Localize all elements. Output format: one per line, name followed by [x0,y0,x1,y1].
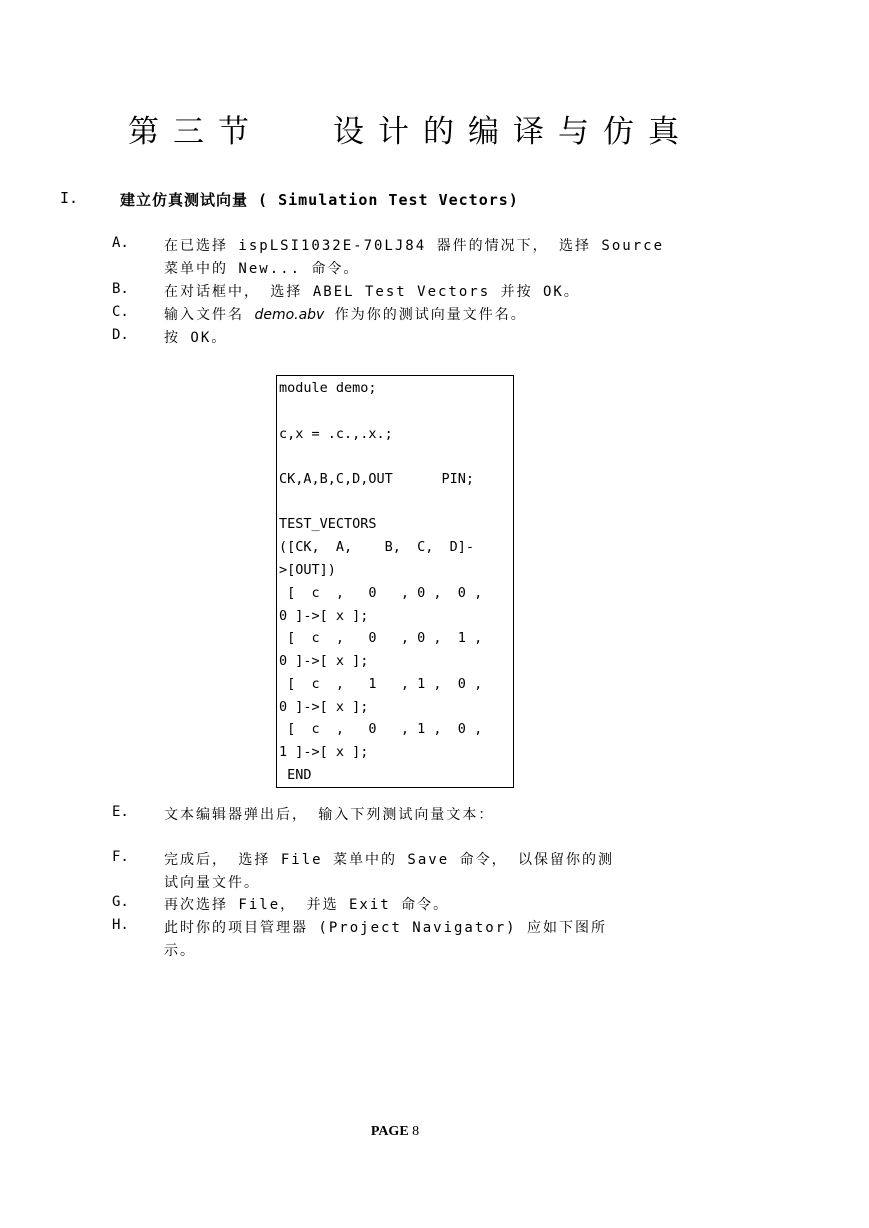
step-f-mark: F. [112,849,129,865]
step-h-mark: H. [112,917,129,933]
section-number: I. [60,189,79,207]
step-h-text-line1: 此时你的项目管理器 (Project Navigator) 应如下图所 [164,920,608,936]
page-label: PAGE [370,1124,409,1139]
step-a-text-line1: 在已选择 ispLSI1032E-70LJ84 器件的情况下， 选择 Source [164,238,665,254]
code-line: 1 ]->[ x ]; [279,744,369,760]
code-line: [ c , 0 , 0 , 1 , [279,630,483,646]
step-d-mark: D. [112,327,129,343]
step-g-text: 再次选择 File， 并选 Exit 命令。 [164,897,450,913]
step-g-mark: G. [112,894,129,910]
code-line: [ c , 0 , 0 , 0 , [279,585,483,601]
step-c-mark: C. [112,304,129,320]
title-section-number: 第三节 [128,114,263,150]
page-number: 8 [412,1124,420,1139]
page-footer [0,1124,790,1140]
step-f-text-line1: 完成后， 选择 File 菜单中的 Save 命令， 以保留你的测 [164,852,615,868]
code-line: END [279,767,312,783]
code-line: TEST_VECTORS [279,516,377,532]
step-c-filename: demo.abv [254,307,325,323]
step-b-mark: B. [112,281,129,297]
step-e-text: 文本编辑器弹出后， 输入下列测试向量文本： [164,807,495,823]
code-line: [ c , 1 , 1 , 0 , [279,676,483,692]
code-line: ([CK, A, B, C, D]- [279,539,475,555]
code-line: 0 ]->[ x ]; [279,699,369,715]
code-line: module demo; [279,380,377,396]
code-line: CK,A,B,C,D,OUT PIN; [279,471,475,487]
code-line: c,x = .c.,.x.; [279,426,393,442]
step-f-text-line2: 试向量文件。 [164,875,260,891]
step-c-text [164,304,527,324]
step-b-text: 在对话框中， 选择 ABEL Test Vectors 并按 OK。 [164,284,580,300]
step-e-mark: E. [112,804,129,820]
step-c-pre: 输入文件名 [164,307,255,323]
code-line: 0 ]->[ x ]; [279,653,369,669]
page-title [128,106,693,151]
step-a-mark: A. [112,235,129,251]
section-title: 建立仿真测试向量 ( Simulation Test Vectors) [120,191,519,209]
code-listing-box [276,375,514,788]
code-line: >[OUT]) [279,562,336,578]
step-c-post: 作为你的测试向量文件名。 [324,307,527,323]
step-d-text: 按 OK。 [164,330,228,346]
code-line: [ c , 0 , 1 , 0 , [279,721,483,737]
title-section-name: 设计的编译与仿真 [333,114,693,150]
code-line: 0 ]->[ x ]; [279,608,369,624]
step-h-text-line2: 示。 [164,943,196,959]
step-a-text-line2: 菜单中的 New... 命令。 [164,261,360,277]
